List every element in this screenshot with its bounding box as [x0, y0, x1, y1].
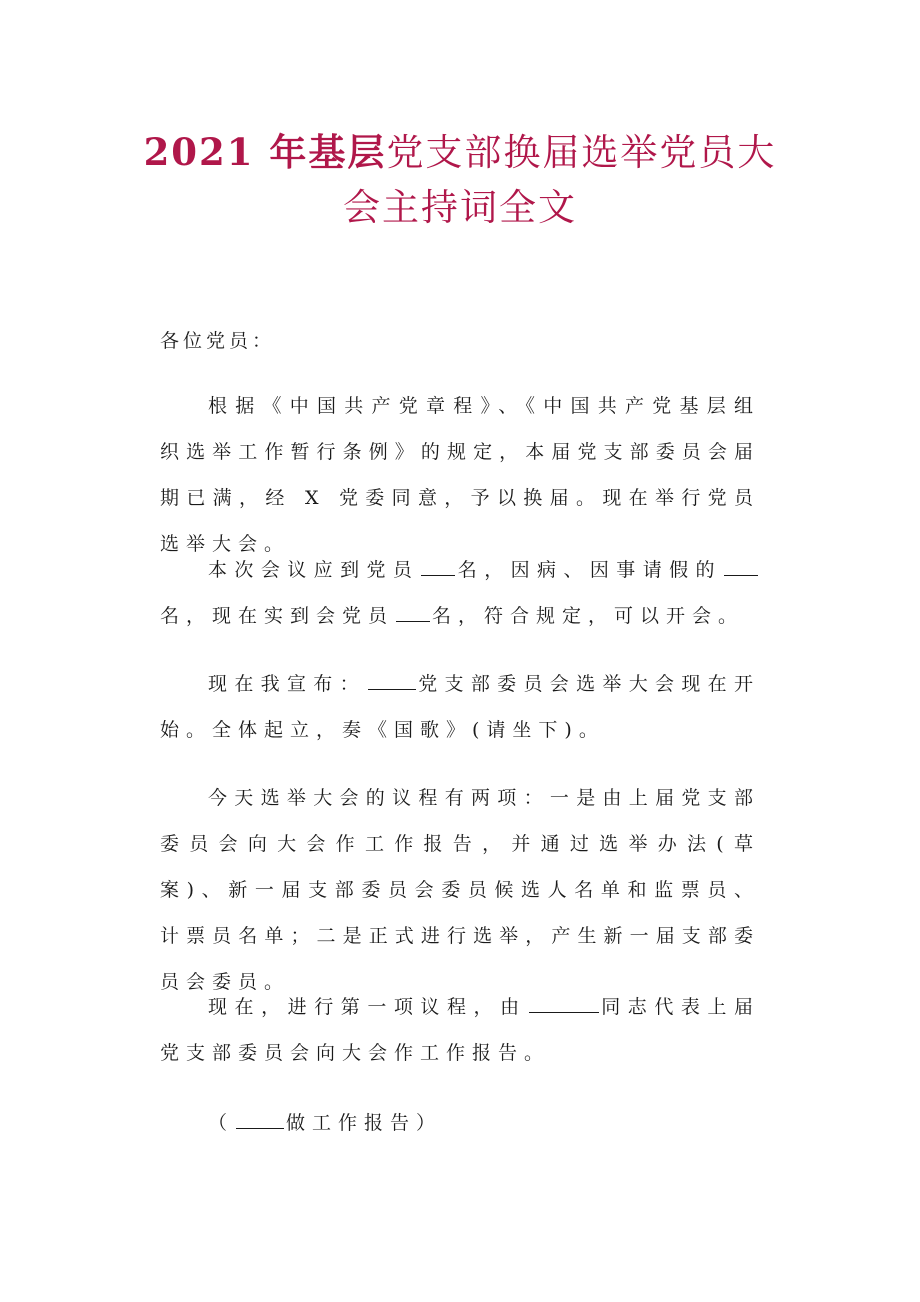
p2-text-b: 名，因病、因事请假的 — [457, 559, 722, 581]
document-title-line-2: 会主持词全文 — [343, 186, 577, 229]
title-year-prefix: 2021 年基层 — [143, 130, 387, 174]
p2-text-a: 本次会议应到党员 — [208, 559, 420, 581]
blank-expected-count — [421, 554, 455, 576]
p3-text-b: 党支部委员会选举大会现在开始。全体起立，奏《国歌》(请坐下)。 — [160, 673, 760, 741]
p6-text-a: （ — [208, 1112, 235, 1134]
blank-reporter-name — [529, 991, 599, 1013]
p2-text-d: 名，符合规定，可以开会。 — [432, 605, 745, 627]
document-title-line-1 — [130, 124, 790, 181]
p5-text-b: 同志代表上届党支部委员会向大会作工作报告。 — [160, 996, 760, 1064]
paragraph-3 — [160, 661, 760, 753]
blank-present-count — [396, 600, 430, 622]
p3-text-a: 现在我宣布： — [208, 673, 366, 695]
blank-branch-name — [368, 668, 416, 690]
p2-text-c: 名，现在实到会党员 — [160, 605, 395, 627]
paragraph-6 — [208, 1100, 608, 1146]
salutation: 各位党员： — [160, 330, 276, 352]
blank-report-person — [236, 1107, 284, 1129]
paragraph-4: 今天选举大会的议程有两项：一是由上届党支部委员会向大会作工作报告，并通过选举办法(草案)、新一届支部委员会委员候选人名单和监票员、计票员名单；二是正式进行选举，产生新一届支部委员会委员。 — [160, 787, 760, 993]
p5-text-a: 现在，进行第一项议程，由 — [208, 996, 527, 1018]
paragraph-5 — [160, 984, 760, 1076]
paragraph-2 — [160, 547, 760, 639]
p6-text-b: 做工作报告） — [286, 1112, 443, 1134]
blank-leave-count — [724, 554, 758, 576]
title-line-1-rest: 党支部换届选举党员大 — [386, 131, 777, 174]
paragraph-1: 根据《中国共产党章程》、《中国共产党基层组织选举工作暂行条例》的规定，本届党支部委员会届期已满，经 X 党委同意，予以换届。现在举行党员选举大会。 — [160, 395, 760, 555]
